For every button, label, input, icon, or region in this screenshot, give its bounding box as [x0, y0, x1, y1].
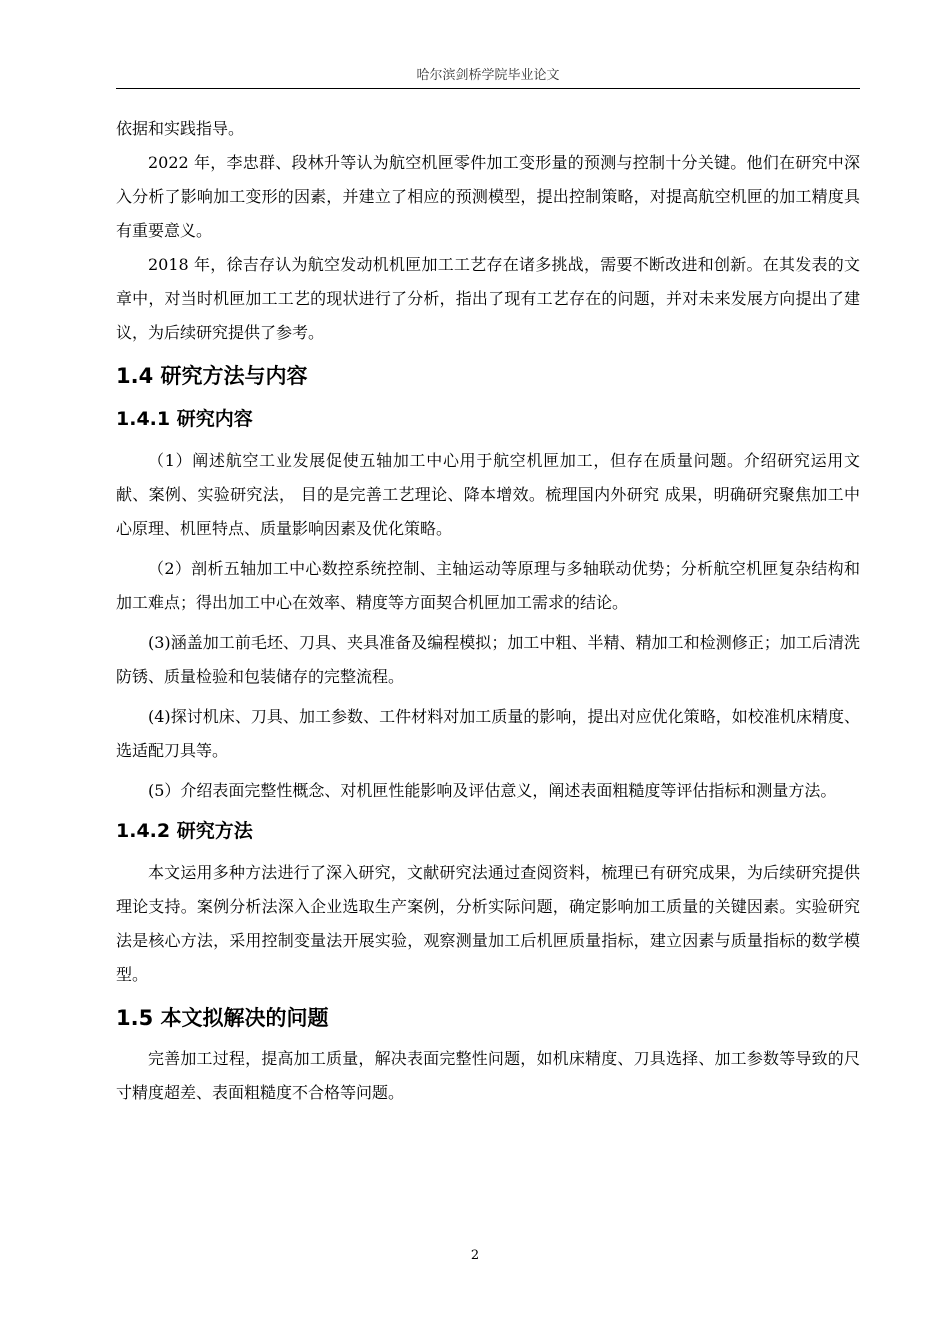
research-methods-paragraph: 本文运用多种方法进行了深入研究，文献研究法通过查阅资料，梳理已有研究成果，为后续研究提供理论支持。案例分析法深入企业选取生产案例，分析实际问题，确定影响加工质量的关键因素。实验研究法是核心方法，采用控制变量法开展实验，观察测量加工后机匣质量指标，建立因素与质量指标的数学模型。 [116, 863, 860, 984]
problems-paragraph: 完善加工过程，提高加工质量，解决表面完整性问题，如机床精度、刀具选择、加工参数等导致的尺寸精度超差、表面粗糙度不合格等问题。 [116, 1049, 860, 1102]
running-header: 哈尔滨剑桥学院毕业论文 [416, 68, 560, 83]
section-heading-1-5: 1.5 本文拟解决的问题 [116, 1006, 329, 1030]
research-content-item-4: (4)探讨机床、刀具、加工参数、工件材料对加工质量的影响，提出对应优化策略，如校准机床精度、选适配刀具等。 [116, 707, 860, 760]
research-content-item-1: （1）阐述航空工业发展促使五轴加工中心用于航空机匣加工，但存在质量问题。介绍研究运用文献、案例、实验研究法， 目的是完善工艺理论、降本增效。梳理国内外研究 成果，明确研究聚焦加工中心原理、机匣特点、质量影响因素及优化策略。 [116, 451, 860, 538]
page-content [116, 112, 860, 1110]
research-content-item-3: (3)涵盖加工前毛坯、刀具、夹具准备及编程模拟；加工中粗、半精、精加工和检测修正；加工后清洗防锈、质量检验和包装储存的完整流程。 [116, 633, 860, 686]
section-heading-1-4-2: 1.4.2 研究方法 [116, 820, 253, 842]
page-number: 2 [470, 1248, 480, 1263]
research-content-item-5: (5）介绍表面完整性概念、对机匣性能影响及评估意义，阐述表面粗糙度等评估指标和测量方法。 [148, 781, 837, 800]
paragraph-2018: 2018 年，徐吉存认为航空发动机机匣加工工艺存在诸多挑战，需要不断改进和创新。在其发表的文章中，对当时机匣加工工艺的现状进行了分析，指出了现有工艺存在的问题，并对未来发展方向提出了建议，为后续研究提供了参考。 [116, 255, 860, 342]
continued-paragraph: 依据和实践指导。 [116, 119, 245, 138]
section-heading-1-4-1: 1.4.1 研究内容 [116, 408, 253, 430]
section-heading-1-4: 1.4 研究方法与内容 [116, 364, 308, 388]
paragraph-2022: 2022 年，李忠群、段林升等认为航空机匣零件加工变形量的预测与控制十分关键。他们在研究中深入分析了影响加工变形的因素，并建立了相应的预测模型，提出控制策略，对提高航空机匣的加工精度具有重要意义。 [116, 153, 860, 240]
header-divider [116, 88, 860, 89]
research-content-item-2: （2）剖析五轴加工中心数控系统控制、主轴运动等原理与多轴联动优势；分析航空机匣复杂结构和加工难点；得出加工中心在效率、精度等方面契合机匣加工需求的结论。 [116, 559, 860, 612]
